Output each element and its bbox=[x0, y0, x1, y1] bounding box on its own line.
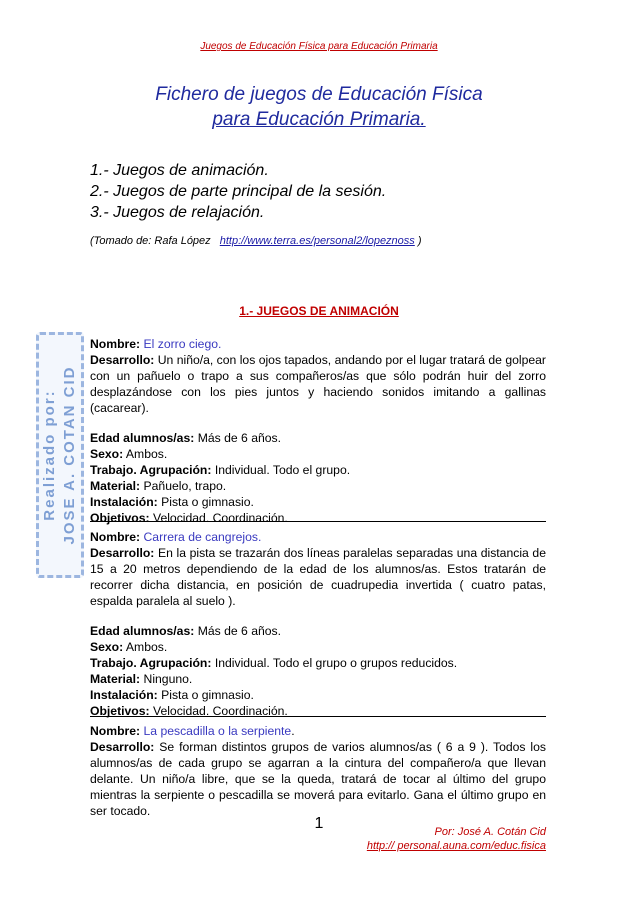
game-description: En la pista se trazarán dos líneas paralelas separadas una distancia de 15 a 20 metros dependiendo de la edad de los alumnos/as. Estos tratarán de recorrer dicha distancia, en posición de cuadrupedia invertida ( cuatro patas, espalda paralela al suelo ). bbox=[90, 546, 546, 608]
game-installation: Pista o gimnasio. bbox=[161, 495, 254, 509]
label: Sexo: bbox=[90, 447, 124, 461]
stamp-line-1: Realizado por: bbox=[41, 389, 58, 521]
game-description: Se forman distintos grupos de varios alumnos/as ( 6 a 9 ). Todos los alumnos/as de cada grupo se agarran a la cintura del compañero/a que llevan delante. Un niño/a libre, que se la queda, tratará de tocar al último del grupo mientras la serpiente o pescadilla se moverá para evitarlo. Gana el último grupo en ser tocado. bbox=[90, 740, 546, 818]
game-name: La pescadilla o la serpiente bbox=[143, 724, 292, 738]
footer-link[interactable]: http:// personal.auna.com/educ.fisica bbox=[366, 840, 546, 852]
source-link[interactable]: http://www.terra.es/personal2/lopeznoss bbox=[219, 235, 415, 247]
game-card bbox=[90, 529, 546, 719]
stamp-text bbox=[40, 339, 80, 571]
label: Material: bbox=[90, 479, 141, 493]
game-material: Ninguno. bbox=[143, 672, 193, 686]
game-name: El zorro ciego. bbox=[143, 337, 222, 351]
label: Objetivos: bbox=[90, 704, 150, 718]
label: Trabajo. Agrupación: bbox=[90, 656, 212, 670]
game-card bbox=[90, 336, 546, 526]
toc-item: 1.- Juegos de animación. bbox=[90, 162, 269, 179]
game-description: Un niño/a, con los ojos tapados, andando por el lugar tratará de golpear con un pañuelo o trapo a sus compañeros/as que sólo podrán huir del zorro desplazándose con los pies juntos y haciendo sonidos imitando a gallinas (cacarear). bbox=[90, 353, 546, 415]
label: Desarrollo: bbox=[90, 353, 155, 367]
toc-item: 2.- Juegos de parte principal de la sesión. bbox=[90, 183, 387, 200]
game-sex: Ambos. bbox=[125, 447, 168, 461]
stamp-line-2: JOSE A. COTAN CID bbox=[61, 365, 78, 545]
label: Desarrollo: bbox=[90, 546, 155, 560]
source-label: (Tomado de: Rafa López bbox=[90, 235, 211, 247]
label: Trabajo. Agrupación: bbox=[90, 463, 212, 477]
label: Nombre: bbox=[90, 530, 141, 544]
label: Desarrollo: bbox=[90, 740, 155, 754]
source-close: ) bbox=[417, 235, 422, 247]
table-of-contents bbox=[90, 160, 386, 223]
game-material: Pañuelo, trapo. bbox=[143, 479, 227, 493]
label: Material: bbox=[90, 672, 141, 686]
game-age: Más de 6 años. bbox=[197, 624, 282, 638]
label: Instalación: bbox=[90, 688, 158, 702]
label: Edad alumnos/as: bbox=[90, 624, 195, 638]
label: Objetivos: bbox=[90, 511, 150, 525]
footer-author: Por: José A. Cotán Cid bbox=[434, 826, 546, 838]
label: Nombre: bbox=[90, 724, 141, 738]
game-sex: Ambos. bbox=[125, 640, 168, 654]
game-age: Más de 6 años. bbox=[197, 431, 282, 445]
game-goals: Velocidad. Coordinación. bbox=[152, 511, 288, 525]
game-installation: Pista o gimnasio. bbox=[161, 688, 254, 702]
label: Sexo: bbox=[90, 640, 124, 654]
label: Edad alumnos/as: bbox=[90, 431, 195, 445]
game-card: Nombre: La pescadilla o la serpiente. Desarrollo: Se forman distintos grupos de varios alumnos/as ( 6 a 9 ). Todos los alumnos/as de cada grupo se agarran a la cintura del compañero/a que llevan delante. Un niño/a libre, que se la queda, tratará de tocar al último del grupo mientras la serpiente o pescadilla se moverá para evitarlo. Gana el último grupo en ser tocado. bbox=[90, 724, 546, 818]
author-stamp bbox=[36, 332, 84, 578]
label: Nombre: bbox=[90, 337, 141, 351]
title-line-1: Fichero de juegos de Educación Física bbox=[155, 84, 483, 105]
divider bbox=[90, 521, 546, 522]
page-number: 1 bbox=[314, 815, 324, 832]
section-title: 1.- JUEGOS DE ANIMACIÓN bbox=[239, 304, 399, 318]
title-line-2: para Educación Primaria. bbox=[212, 109, 426, 130]
document-title bbox=[0, 82, 638, 132]
game-grouping: Individual. Todo el grupo o grupos reducidos. bbox=[214, 656, 458, 670]
divider bbox=[90, 716, 546, 717]
game-goals: Velocidad. Coordinación. bbox=[152, 704, 288, 718]
page-header: Juegos de Educación Física para Educación Primaria bbox=[200, 41, 438, 52]
game-name: Carrera de cangrejos. bbox=[143, 530, 262, 544]
source-note bbox=[90, 235, 422, 247]
game-grouping: Individual. Todo el grupo. bbox=[214, 463, 351, 477]
toc-item: 3.- Juegos de relajación. bbox=[90, 204, 265, 221]
label: Instalación: bbox=[90, 495, 158, 509]
